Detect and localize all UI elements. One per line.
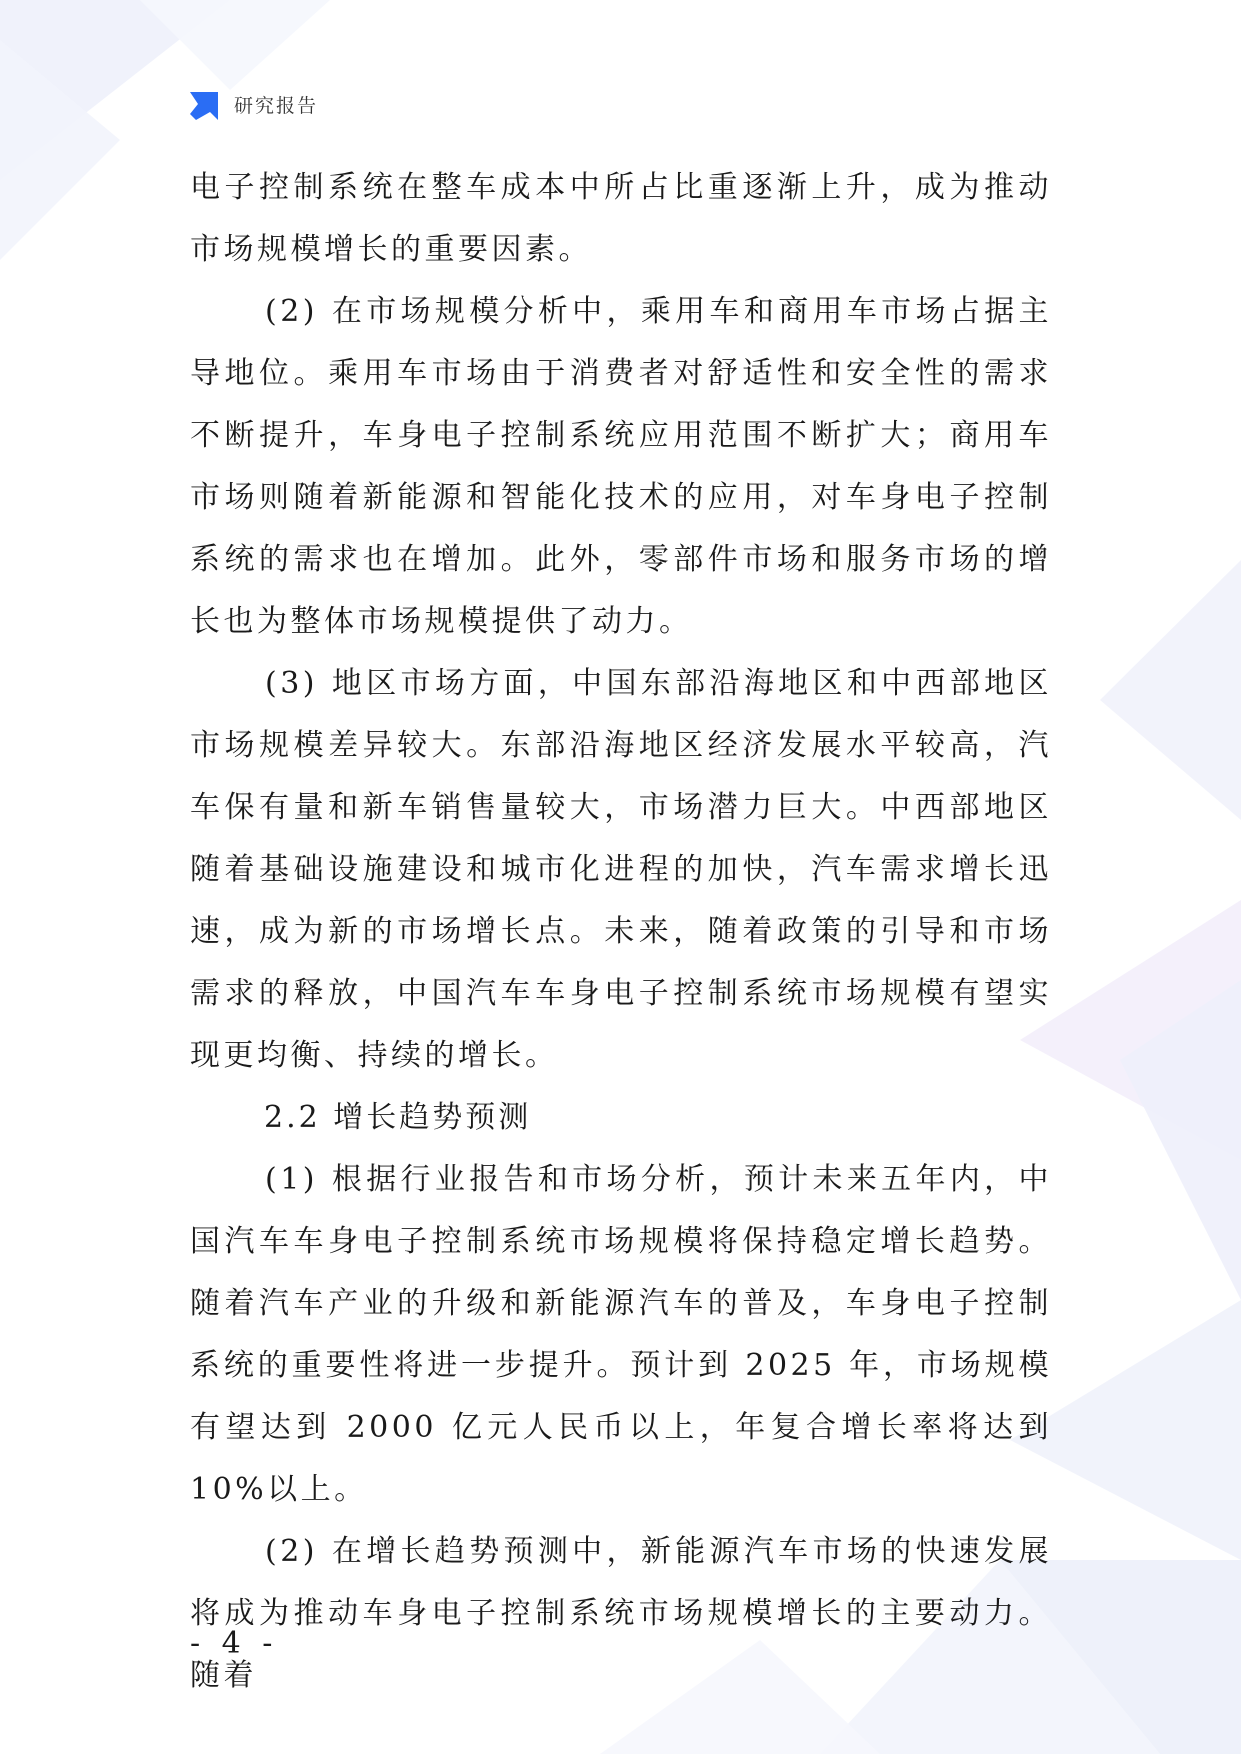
header-title: 研究报告 bbox=[234, 94, 319, 117]
page-number: - 4 - bbox=[190, 1626, 279, 1661]
report-header bbox=[186, 86, 318, 122]
paragraph-2: (2) 在市场规模分析中，乘用车和商用车市场占据主导地位。乘用车市场由于消费者对舒适性和安全性的需求不断提升，车身电子控制系统应用范围不断扩大；商用车市场则随着新能源和智能化技术的应用，对车身电子控制系统的需求也在增加。此外，零部件市场和服务市场的增长也为整体市场规模提供了动力。 bbox=[190, 294, 1052, 639]
document-body bbox=[190, 157, 1052, 1707]
paragraph-5: (2) 在增长趋势预测中，新能源汽车市场的快速发展将成为推动车身电子控制系统市场规模增长的主要动力。随着 bbox=[190, 1534, 1052, 1693]
section-heading: 2.2 增长趋势预测 bbox=[264, 1100, 532, 1135]
paragraph-4: (1) 根据行业报告和市场分析，预计未来五年内，中国汽车车身电子控制系统市场规模将保持稳定增长趋势。随着汽车产业的升级和新能源汽车的普及，车身电子控制系统的重要性将进一步提升。预计到 2025 年，市场规模有望达到 2000 亿元人民币以上，年复合增长率将达到 10%以上。 bbox=[190, 1162, 1052, 1507]
paragraph-3: (3) 地区市场方面，中国东部沿海地区和中西部地区市场规模差异较大。东部沿海地区经济发展水平较高，汽车保有量和新车销售量较大，市场潜力巨大。中西部地区随着基础设施建设和城市化进程的加快，汽车需求增长迅速，成为新的市场增长点。未来，随着政策的引导和市场需求的释放，中国汽车车身电子控制系统市场规模有望实现更均衡、持续的增长。 bbox=[190, 666, 1052, 1073]
arrow-up-right-icon bbox=[186, 86, 222, 122]
paragraph-1: 电子控制系统在整车成本中所占比重逐渐上升，成为推动市场规模增长的重要因素。 bbox=[190, 170, 1052, 267]
